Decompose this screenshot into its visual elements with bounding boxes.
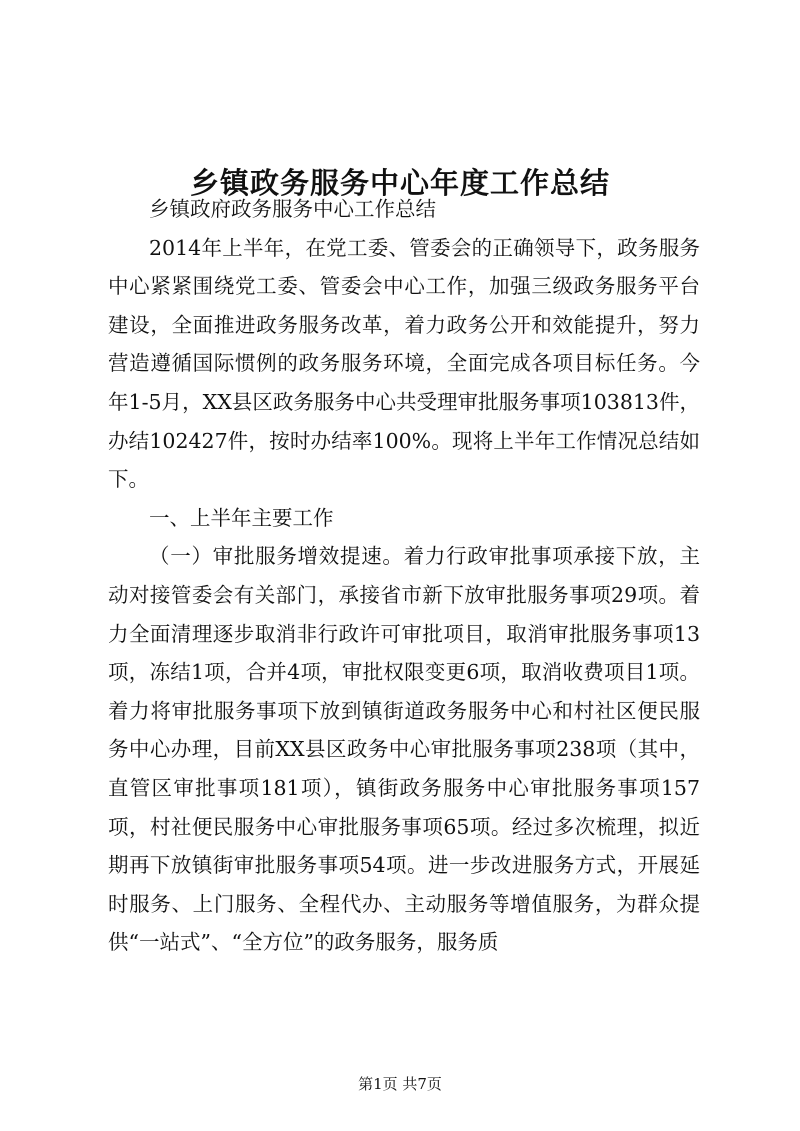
document-body [108, 190, 700, 962]
section-heading: 一、上半年主要工作 [149, 505, 334, 530]
page-footer: 第1页 共7页 [358, 1075, 442, 1093]
paragraph-subtitle: 乡镇政府政务服务中心工作总结 [149, 197, 436, 221]
page-title: 乡镇政务服务中心年度工作总结 [189, 166, 610, 201]
paragraph-approval-services: （一）审批服务增效提速。着力行政审批事项承接下放，主动对接管委会有关部门，承接省市新下放审批服务事项29项。着力全面清理逐步取消非行政许可审批项目，取消审批服务事项13项，冻结1项，合并4项，审批权限变更6项，取消收费项目1项。着力将审批服务事项下放到镇街道政务服务中心和村社区便民服务中心办理，目前XX县区政务中心审批服务事项238项（其中，直管区审批事项181项），镇街政务服务中心审批服务事项157项，村社便民服务中心审批服务事项65项。经过多次梳理，拟近期再下放镇街审批服务事项54项。进一步改进服务方式，开展延时服务、上门服务、全程代办、主动服务等增值服务，为群众提供“一站式”、“全方位”的政务服务，服务质 [108, 544, 700, 955]
paragraph-intro: 2014年上半年，在党工委、管委会的正确领导下，政务服务中心紧紧围绕党工委、管委会中心工作，加强三级政务服务平台建设，全面推进政务服务改革，着力政务公开和效能提升，努力营造遵循国际惯例的政务服务环境，全面完成各项目标任务。今年1-5月，XX县区政务服务中心共受理审批服务事项103813件，办结102427件，按时办结率100%。现将上半年工作情况总结如下。 [108, 235, 700, 492]
